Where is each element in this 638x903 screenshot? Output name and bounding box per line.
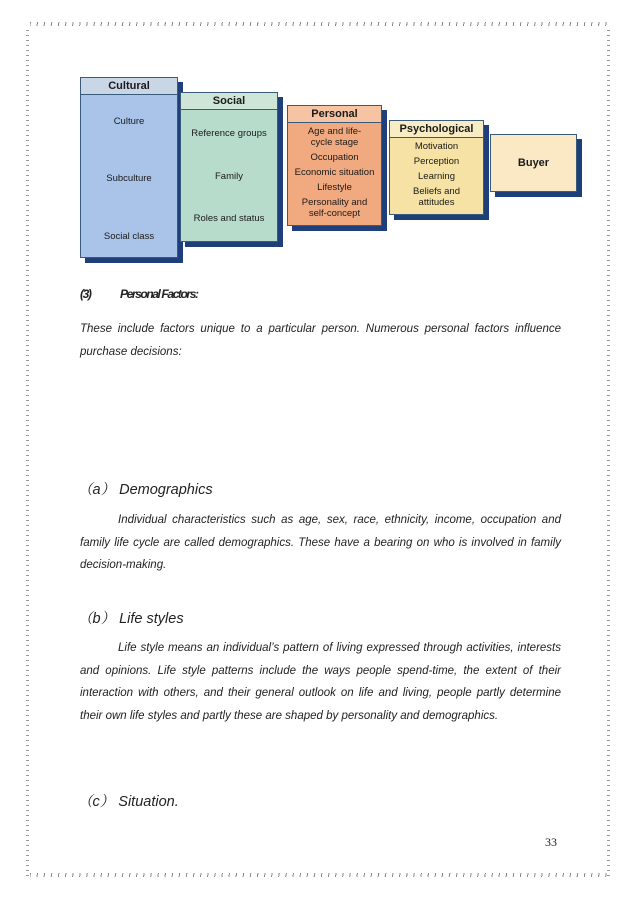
- social-item: Reference groups: [191, 128, 267, 139]
- personal-item: Age and life-: [307, 126, 362, 137]
- psychological-title: Psychological: [390, 121, 483, 138]
- section-intro: These include factors unique to a particular person. Numerous personal factors influence purchase decisions:: [80, 323, 561, 358]
- psychological-item: attitudes: [418, 197, 455, 208]
- buyer-factors-diagram: [78, 76, 590, 266]
- personal-item: Lifestyle: [317, 182, 352, 193]
- section-number: (3): [80, 287, 91, 301]
- page-number: 33: [545, 835, 557, 849]
- social-box: [180, 92, 278, 242]
- cultural-item: Culture: [113, 116, 145, 127]
- psychological-item: Beliefs and: [412, 186, 460, 197]
- personal-item: Occupation: [310, 152, 359, 163]
- psychological-box: [389, 120, 484, 215]
- personal-item: Personality and: [301, 197, 368, 208]
- subsection-text-life-styles: Life style means an individual’s pattern of living expressed through activities, interests and opinions. Life style patterns include the ways people spend-time, the extent of their interaction with others, and their general outlook on life and living, people partly determine their own life styles and partly these are shaped by personality and demographics.: [80, 642, 561, 722]
- section-heading: [80, 287, 198, 301]
- buyer-title: Buyer: [517, 157, 550, 169]
- psychological-item: Motivation: [414, 141, 459, 152]
- subsection-title-demographics: （a） Demographics: [78, 482, 213, 498]
- personal-title: Personal: [288, 106, 381, 123]
- personal-box: [287, 105, 382, 226]
- page-border-bottom: [30, 873, 608, 877]
- personal-item: self-concept: [308, 208, 361, 219]
- cultural-item: Subculture: [106, 173, 152, 184]
- social-title: Social: [181, 93, 277, 110]
- cultural-box: [80, 77, 178, 258]
- buyer-box: [490, 134, 577, 192]
- page-border-top: [30, 22, 608, 26]
- psychological-item: Perception: [413, 156, 460, 167]
- page-border-right: [607, 28, 610, 876]
- social-item: Roles and status: [193, 213, 265, 224]
- subsection-title-situation: （c） Situation.: [78, 794, 179, 810]
- psychological-item: Learning: [418, 171, 455, 182]
- subsection-text-demographics: Individual characteristics such as age, sex, race, ethnicity, income, occupation and family life cycle are called demographics. These have a bearing on who is involved in family decision-making.: [80, 514, 561, 571]
- section-title: Personal Factors:: [120, 287, 198, 301]
- cultural-item: Social class: [103, 231, 155, 242]
- cultural-title: Cultural: [81, 78, 177, 95]
- personal-item: cycle stage: [310, 137, 359, 148]
- subsection-title-life-styles: （b） Life styles: [78, 611, 184, 627]
- page-border-left: [26, 28, 29, 876]
- social-item: Family: [215, 171, 243, 182]
- personal-item: Economic situation: [294, 167, 375, 178]
